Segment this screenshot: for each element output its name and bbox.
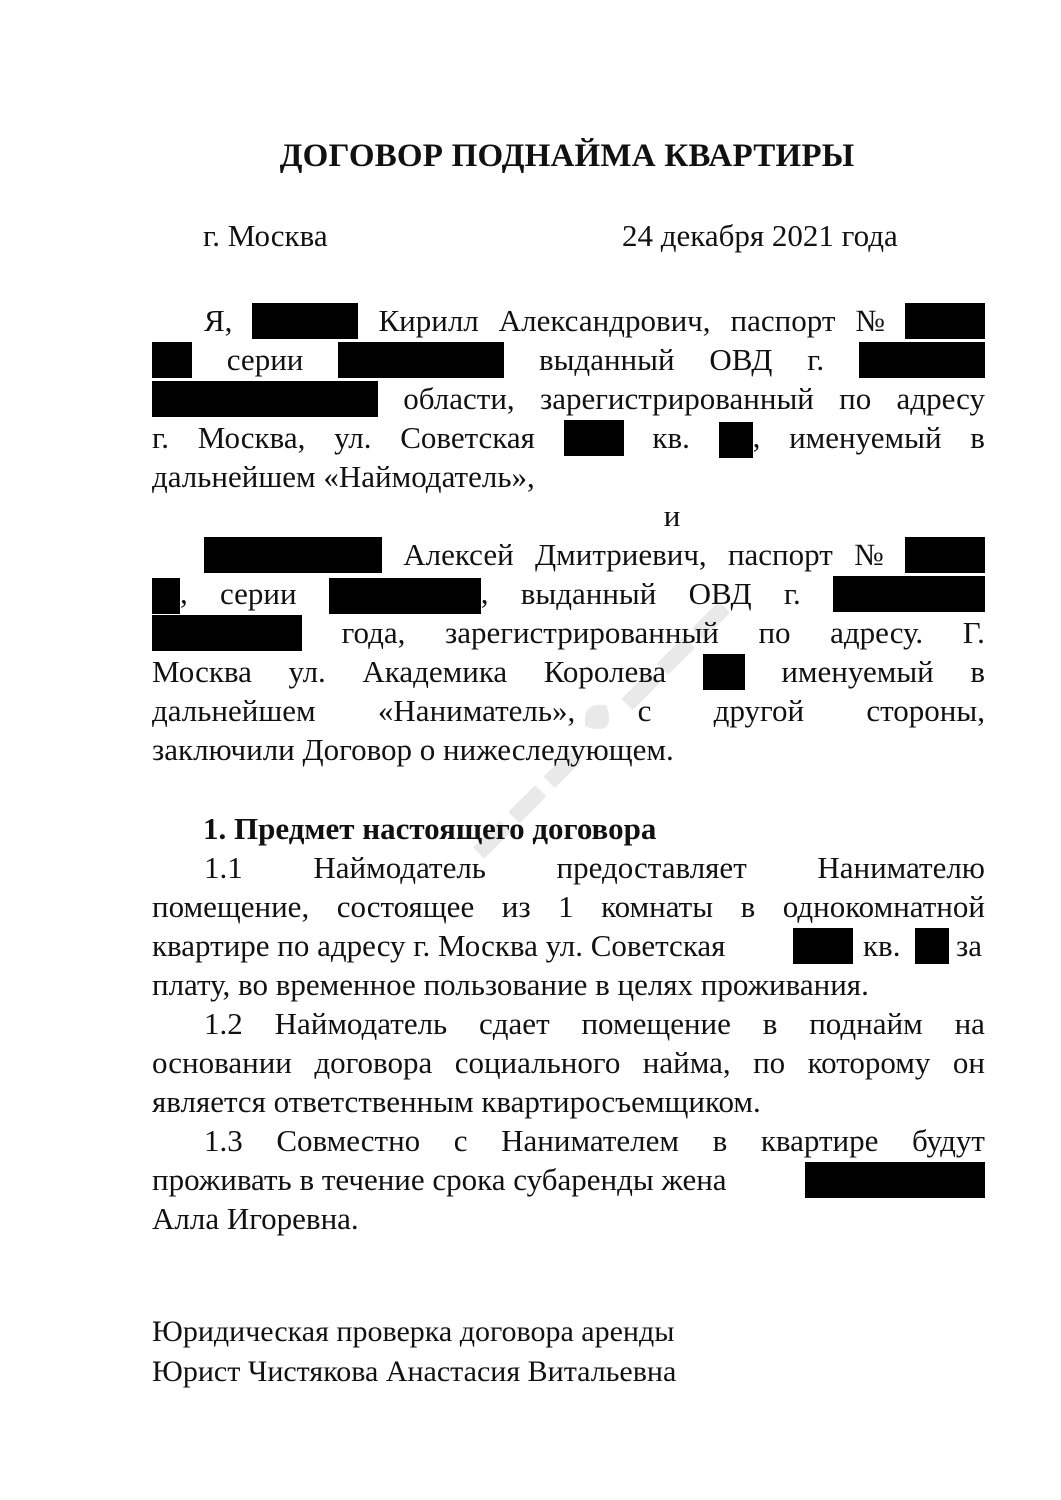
- text-fragment: Я,: [204, 303, 233, 338]
- text-fragment: договора: [314, 1045, 433, 1080]
- text-fragment: Александрович,: [498, 303, 711, 338]
- redaction-block: [703, 654, 745, 690]
- text-fragment: по: [753, 1045, 786, 1080]
- text-fragment: ,: [180, 575, 188, 611]
- text-fragment: основании: [152, 1045, 292, 1080]
- text-fragment: Королева: [543, 654, 667, 689]
- text-fragment: паспорт: [727, 537, 833, 572]
- text-fragment: Совместно: [276, 1123, 421, 1158]
- text-fragment: серии: [226, 342, 304, 377]
- conjunction: и: [663, 498, 681, 533]
- text-fragment: г.: [783, 576, 801, 611]
- text-fragment: ,: [752, 419, 761, 455]
- party2-line-2: [152, 575, 985, 613]
- contract-date: 24 декабря 2021 года: [622, 218, 898, 253]
- text-fragment: Академика: [362, 654, 508, 689]
- redaction-block: [719, 422, 753, 458]
- redaction-block: [252, 303, 358, 339]
- text-fragment: Кирилл: [378, 303, 479, 338]
- clause-1-3-line-3: Алла Игоревна.: [152, 1201, 359, 1236]
- text-fragment: которому: [807, 1045, 931, 1080]
- redaction-block: [833, 576, 985, 612]
- redaction-block: [915, 928, 949, 964]
- text-fragment: паспорт: [730, 303, 836, 338]
- clause-1-2-line-2: [152, 1044, 985, 1082]
- redaction-block: [905, 303, 985, 339]
- redaction-block: [859, 342, 985, 378]
- text-fragment: ,: [480, 575, 489, 611]
- text-fragment: области,: [403, 381, 515, 416]
- text-fragment: помещение,: [152, 889, 310, 924]
- text-fragment: Наймодатель: [274, 1006, 448, 1041]
- clause-1-1-line-4: плату, во временное пользование в целях проживания.: [152, 967, 869, 1002]
- text-fragment: квартире: [760, 1123, 879, 1158]
- text-fragment: Москва,: [197, 420, 306, 455]
- text-fragment: из: [501, 889, 531, 924]
- text-fragment: найма,: [642, 1045, 731, 1080]
- text-fragment: социального: [454, 1045, 621, 1080]
- contract-city: г. Москва: [203, 218, 328, 253]
- redaction-block: [152, 615, 302, 651]
- party1-line-3: [152, 380, 985, 418]
- text-fragment: именуемый: [789, 420, 942, 455]
- redaction-block: [338, 342, 504, 378]
- text-fragment: [329, 574, 489, 614]
- footer-line-2: Юрист Чистякова Анастасия Витальевна: [152, 1355, 677, 1388]
- text-fragment: состоящее: [336, 889, 475, 924]
- text-fragment: по: [758, 615, 791, 650]
- redaction-block: [204, 537, 382, 573]
- text-fragment: другой: [713, 693, 805, 728]
- text-fragment: с: [453, 1123, 468, 1158]
- text-fragment: 1.1: [204, 850, 243, 885]
- text-fragment: г.: [807, 342, 825, 377]
- text-fragment: ОВД: [688, 576, 752, 611]
- party2-line-5: [152, 692, 985, 730]
- redaction-block: [793, 928, 853, 964]
- text-fragment: Нанимателю: [817, 850, 985, 885]
- party1-line-1: [152, 302, 985, 340]
- text-fragment: кв.: [863, 928, 901, 963]
- clause-1-2-line-3: является ответственным квартиросъемщиком.: [152, 1084, 761, 1119]
- text-fragment: стороны,: [866, 693, 985, 728]
- party2-line-6: заключили Договор о нижеследующем.: [152, 732, 674, 767]
- redaction-block: [152, 381, 378, 417]
- text-fragment: Москва: [152, 654, 252, 689]
- text-fragment: комнаты: [601, 889, 714, 924]
- text-fragment: в: [970, 654, 985, 689]
- text-fragment: он: [952, 1045, 985, 1080]
- text-fragment: Нанимателем: [501, 1123, 679, 1158]
- party2-line-4: [152, 653, 985, 691]
- party2-line-3: [152, 614, 985, 652]
- text-fragment: Дмитриевич,: [534, 537, 707, 572]
- redaction-block: [564, 420, 624, 456]
- text-fragment: ул.: [334, 420, 372, 455]
- text-fragment: зарегистрированный: [539, 381, 814, 416]
- text-fragment: года,: [341, 615, 406, 650]
- section-1-title: 1. Предмет настоящего договора: [203, 811, 657, 846]
- text-fragment: [152, 574, 188, 614]
- text-fragment: в: [762, 1006, 778, 1041]
- text-fragment: поднайм: [809, 1006, 923, 1041]
- redaction-block: [152, 578, 180, 614]
- text-fragment: адресу.: [830, 615, 924, 650]
- text-fragment: в: [712, 1123, 728, 1158]
- clause-1-1-line-3: [152, 927, 985, 965]
- text-fragment: по: [839, 381, 872, 416]
- text-fragment: выданный: [538, 342, 675, 377]
- text-fragment: выданный: [520, 576, 657, 611]
- text-fragment: на: [954, 1006, 985, 1041]
- text-fragment: зарегистрированный: [444, 615, 719, 650]
- text-fragment: 1.2: [204, 1006, 243, 1041]
- text-fragment: [719, 418, 761, 458]
- party1-line-4: [152, 419, 985, 457]
- text-fragment: в: [970, 420, 985, 455]
- redaction-block: [152, 342, 192, 378]
- party1-line-5: дальнейшем «Наймодатель»,: [152, 459, 535, 494]
- text-fragment: серии: [219, 576, 297, 611]
- footer-line-1: Юридическая проверка договора аренды: [152, 1315, 675, 1348]
- text-fragment: однокомнатной: [782, 889, 985, 924]
- clause-1-3-line-1: [152, 1122, 985, 1160]
- text-fragment: адресу: [896, 381, 985, 416]
- clause-1-3-line-2: [152, 1161, 985, 1199]
- text-fragment: квартире по адресу г. Москва ул. Советская: [152, 928, 726, 963]
- redaction-block: [905, 537, 985, 573]
- redaction-block: [329, 578, 481, 614]
- text-fragment: будут: [911, 1123, 985, 1158]
- text-fragment: 1: [558, 889, 574, 924]
- text-fragment: дальнейшем: [152, 693, 316, 728]
- document-title: ДОГОВОР ПОДНАЙМА КВАРТИРЫ: [279, 138, 855, 174]
- text-fragment: ул.: [288, 654, 326, 689]
- text-fragment: №: [855, 303, 885, 338]
- text-fragment: проживать в течение срока субаренды жена: [152, 1162, 727, 1197]
- text-fragment: помещение: [581, 1006, 731, 1041]
- text-fragment: в: [740, 889, 756, 924]
- clause-1-1-line-1: [152, 849, 985, 887]
- text-fragment: «Наниматель»,: [377, 693, 576, 728]
- text-fragment: Советская: [400, 420, 535, 455]
- party2-line-1: [152, 536, 985, 574]
- text-fragment: 1.3: [204, 1123, 243, 1158]
- text-fragment: именуемый: [781, 654, 934, 689]
- party1-line-2: [152, 341, 985, 379]
- text-fragment: г.: [152, 420, 169, 455]
- redaction-block: [805, 1162, 985, 1198]
- text-fragment: Алексей: [403, 537, 514, 572]
- text-fragment: с: [637, 693, 652, 728]
- text-fragment: предоставляет: [556, 850, 747, 885]
- text-fragment: сдает: [479, 1006, 550, 1041]
- text-fragment: кв.: [652, 420, 690, 455]
- text-fragment: ОВД: [709, 342, 773, 377]
- text-fragment: за: [956, 928, 983, 963]
- clause-1-1-line-2: [152, 888, 985, 926]
- clause-1-2-line-1: [152, 1005, 985, 1043]
- text-fragment: Г.: [962, 615, 985, 650]
- text-fragment: Наймодатель: [313, 850, 486, 885]
- text-fragment: №: [854, 537, 884, 572]
